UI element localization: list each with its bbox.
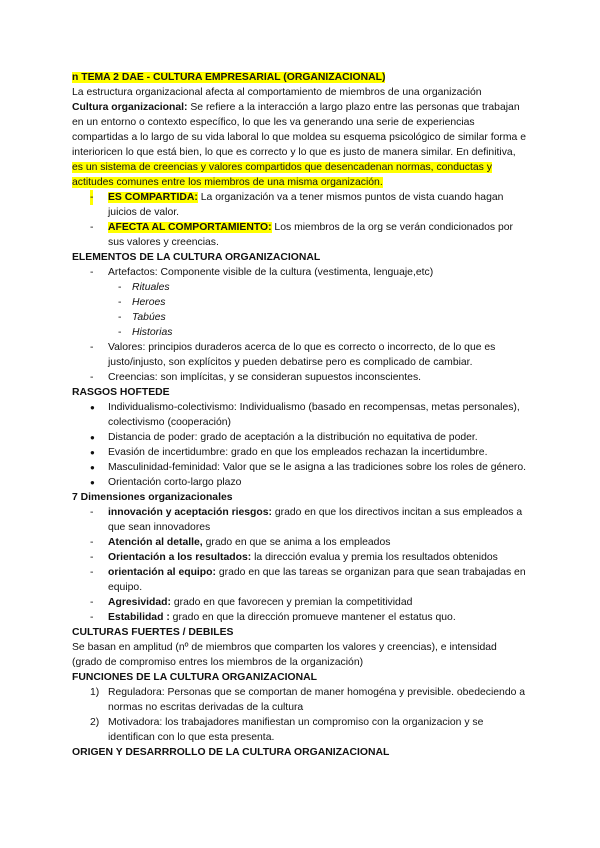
artefactos-text: Artefactos: Componente visible de la cultura (vestimenta, lenguaje,etc) <box>108 267 434 278</box>
list-item <box>72 550 528 565</box>
dimension-text: grado en que los directivos incitan a sus empleados a que sean innovadores <box>108 507 523 533</box>
point-label: ES COMPARTIDA: <box>108 192 198 203</box>
dash-marker: - <box>90 507 94 518</box>
funciones-heading: FUNCIONES DE LA CULTURA ORGANIZACIONAL <box>72 672 317 683</box>
list-item <box>72 220 528 250</box>
dimension-text: grado en que se anima a los empleados <box>202 537 391 548</box>
list-item <box>72 535 528 550</box>
culturas-fuertes-text: Se basan en amplitud (nº de miembros que comparten los valores y creencias), e intensidad (grado de compromiso entres los miembros de la organización) <box>72 642 497 668</box>
valores-text: Valores: principios duraderos acerca de lo que es correcto o incorrecto, de lo que es justo/injusto, son explícitos y pueden debatirse pero es complicado de cambiar. <box>108 342 496 368</box>
dimension-text: la dirección evalua y premia los resultados obtenidos <box>251 552 498 563</box>
list-item <box>72 430 528 445</box>
culturas-fuertes-heading: CULTURAS FUERTES / DEBILES <box>72 627 234 638</box>
elementos-list <box>72 265 528 385</box>
list-item <box>72 280 528 295</box>
dash-marker: - <box>90 612 94 623</box>
cultura-definition <box>72 100 528 190</box>
page-title <box>72 70 528 85</box>
dash-marker: - <box>90 222 94 233</box>
list-item <box>72 610 528 625</box>
list-item <box>72 595 528 610</box>
rasgos-list <box>72 400 528 490</box>
list-item <box>72 340 528 370</box>
dimension-label: Agresividad: <box>108 597 171 608</box>
list-item <box>72 685 528 715</box>
funcion-text: Motivadora: los trabajadores manifiestan un compromiso con la organizacion y se identifican con lo que esta presenta. <box>108 717 484 743</box>
rasgo-text: Distancia de poder: grado de aceptación a la distribución no equitativa de poder. <box>108 432 478 443</box>
list-item <box>72 445 528 460</box>
bullet-marker: ● <box>90 463 95 472</box>
list-item <box>72 400 528 430</box>
artefacto-subitem: Tabúes <box>132 312 166 323</box>
number-marker: 1) <box>90 687 100 698</box>
cultura-highlight: es un sistema de creencias y valores compartidos que desencadenan normas, conductas y actitudes comunes entre los miembros de una misma organización. <box>72 162 492 188</box>
cultura-text: Se refiere a la interacción a largo plazo entre las personas que trabajan en un entorno o contexto específico, lo que les va generando una serie de experiencias compartidas a lo largo de su vida laboral lo que moldea su esquema psicológico de similar forma e interioricen lo que está bien, lo que es correcto y lo que es justo de manera similar. En definitiva, <box>72 102 526 158</box>
funcion-text: Reguladora: Personas que se comportan de maner homogéna y previsible. obedeciendo a normas no escritas derivadas de la cultura <box>108 687 526 713</box>
dash-marker: - <box>90 567 94 578</box>
document-content <box>72 70 528 760</box>
dash-marker: - <box>90 192 94 203</box>
point-text: La organización va a tener mismos puntos de vista cuando hagan juicios de valor. <box>108 192 504 218</box>
dimensiones-list <box>72 505 528 625</box>
artefacto-subitem: Heroes <box>132 297 166 308</box>
intro-paragraph: La estructura organizacional afecta al comportamiento de miembros de una organización <box>72 87 482 98</box>
dimension-label: Atención al detalle, <box>108 537 203 548</box>
artefacto-subitem: Historias <box>132 327 173 338</box>
dash-marker: - <box>90 342 94 353</box>
rasgo-text: Orientación corto-largo plazo <box>108 477 242 488</box>
dash-marker: - <box>118 327 122 338</box>
dash-marker: - <box>90 267 94 278</box>
list-item <box>72 325 528 340</box>
dimension-label: Estabilidad : <box>108 612 170 623</box>
dash-marker: - <box>90 372 94 383</box>
list-item <box>72 715 528 745</box>
dimension-text: grado en que favorecen y premian la competitividad <box>170 597 413 608</box>
artefacto-subitem: Rituales <box>132 282 170 293</box>
dash-marker: - <box>118 297 122 308</box>
list-item <box>72 475 528 490</box>
origen-heading: ORIGEN Y DESARRROLLO DE LA CULTURA ORGANIZACIONAL <box>72 747 390 758</box>
dash-marker: - <box>90 597 94 608</box>
list-item <box>72 460 528 475</box>
list-item <box>72 370 528 385</box>
dash-marker: - <box>90 537 94 548</box>
point-label: AFECTA AL COMPORTAMIENTO: <box>108 222 272 233</box>
rasgo-text: Evasión de incertidumbre: grado en que los empleados rechazan la incertidumbre. <box>108 447 488 458</box>
funciones-list <box>72 685 528 745</box>
dash-marker: - <box>90 552 94 563</box>
cultura-label: Cultura organizacional: <box>72 102 188 113</box>
number-marker: 2) <box>90 717 100 728</box>
bullet-marker: ● <box>90 448 95 457</box>
dimension-label: innovación y aceptación riesgos: <box>108 507 272 518</box>
dimension-label: Orientación a los resultados: <box>108 552 252 563</box>
bullet-marker: ● <box>90 403 95 412</box>
creencias-text: Creencias: son implícitas, y se consideran supuestos inconscientes. <box>108 372 422 383</box>
dash-marker: - <box>118 282 122 293</box>
dash-marker: - <box>118 312 122 323</box>
dimensiones-heading: 7 Dimensiones organizacionales <box>72 492 233 503</box>
title-highlight: n TEMA 2 DAE - CULTURA EMPRESARIAL (ORGANIZACIONAL) <box>72 72 386 83</box>
list-item <box>72 265 528 280</box>
list-item <box>72 190 528 220</box>
list-item <box>72 310 528 325</box>
rasgo-text: Individualismo-colectivismo: Individualismo (basado en recompensas, metas personales), colectivismo (cooperación) <box>108 402 520 428</box>
bullet-marker: ● <box>90 433 95 442</box>
dimension-label: orientación al equipo: <box>108 567 216 578</box>
rasgos-heading: RASGOS HOFTEDE <box>72 387 170 398</box>
list-item <box>72 295 528 310</box>
list-item <box>72 565 528 595</box>
dimension-text: grado en que las tareas se organizan para que sean trabajadas en equipo. <box>108 567 526 593</box>
dimension-text: grado en que la dirección promueve mantener el estatus quo. <box>169 612 456 623</box>
point-text: Los miembros de la org se verán condicionados por sus valores y creencias. <box>108 222 513 248</box>
cultura-points-list <box>72 190 528 250</box>
elementos-heading: ELEMENTOS DE LA CULTURA ORGANIZACIONAL <box>72 252 321 263</box>
rasgo-text: Masculinidad-feminidad: Valor que se le asigna a las tradiciones sobre los roles de género. <box>108 462 526 473</box>
list-item <box>72 505 528 535</box>
bullet-marker: ● <box>90 478 95 487</box>
